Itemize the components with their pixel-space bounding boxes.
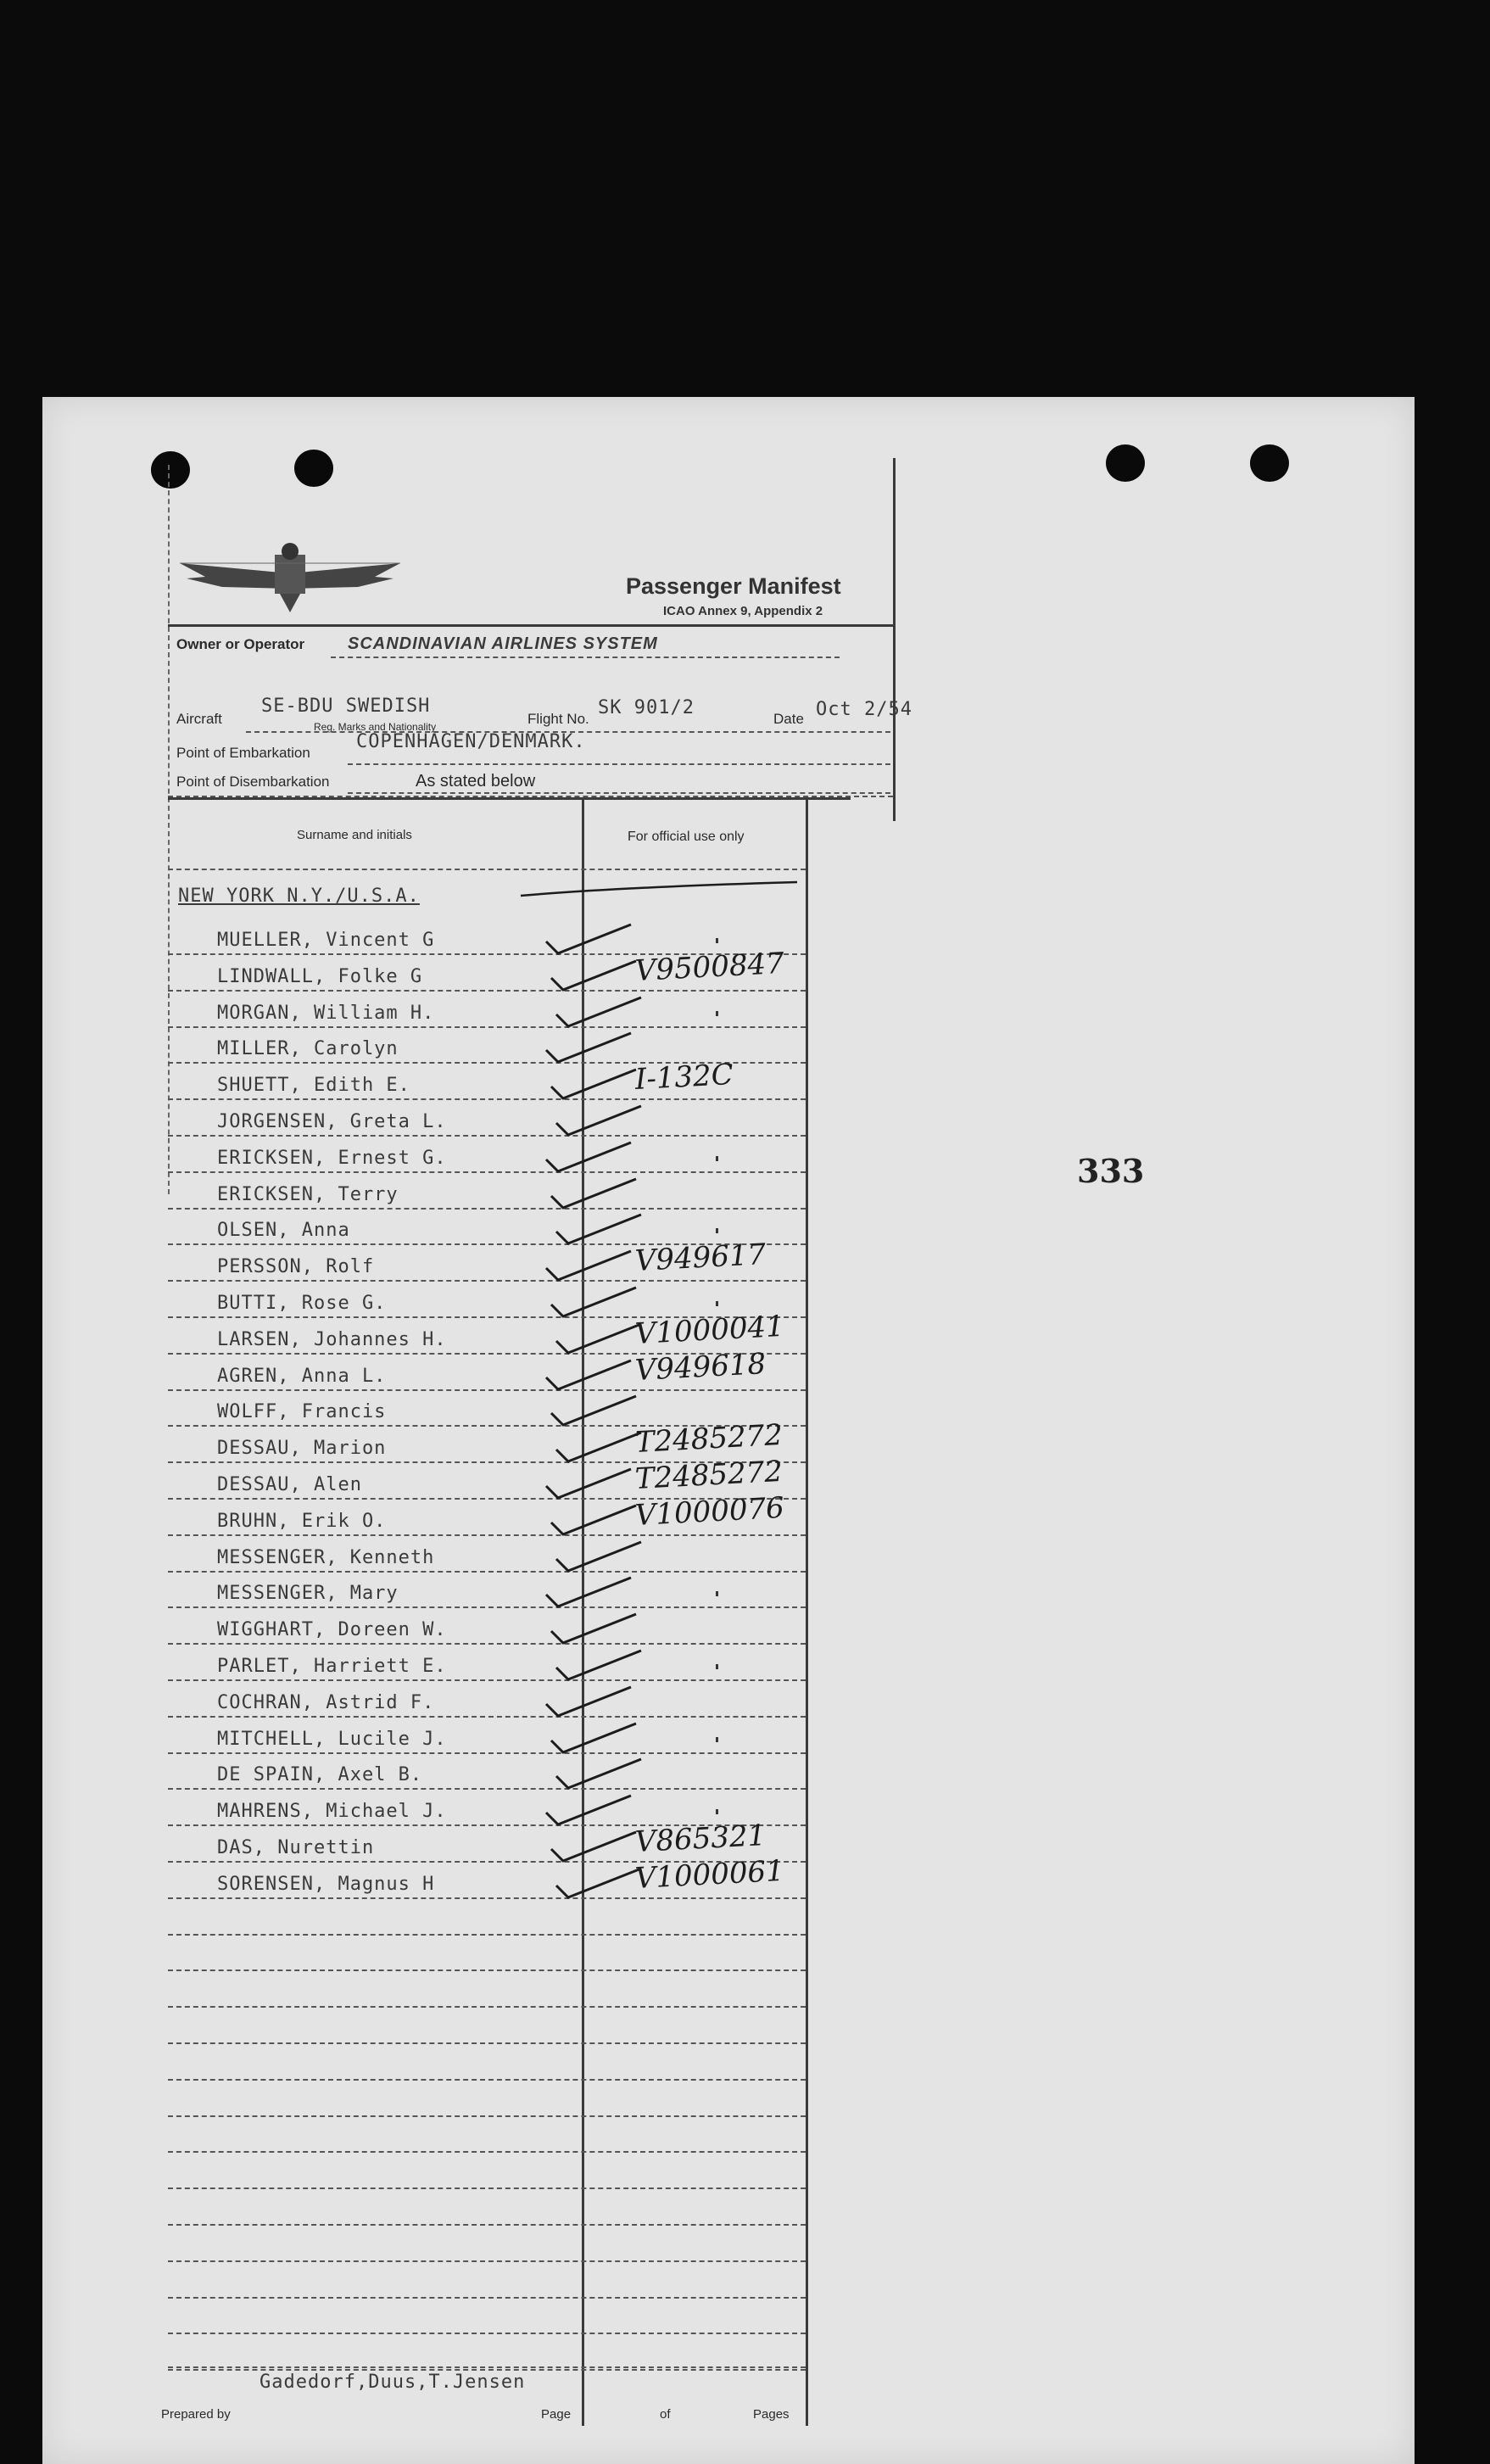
checkmark-icon <box>548 958 641 995</box>
passenger-name: SORENSEN, Magnus H <box>217 1874 435 1895</box>
row-rule <box>168 2006 806 2008</box>
passenger-name: JORGENSEN, Greta L. <box>217 1111 447 1132</box>
checkmark-icon <box>543 1684 636 1721</box>
passenger-name: MUELLER, Vincent G <box>217 930 435 951</box>
row-rule <box>168 1934 806 1936</box>
disembarkation-underline <box>348 792 890 794</box>
pencil-dot <box>716 1301 718 1306</box>
checkmark-icon <box>553 1211 646 1249</box>
aircraft-label: Aircraft <box>176 711 222 727</box>
pencil-dot <box>716 1737 718 1742</box>
passenger-name: WIGGHART, Doreen W. <box>217 1619 447 1640</box>
checkmark-icon <box>553 1539 646 1576</box>
operator-underline <box>331 657 840 658</box>
passport-number: V1000076 <box>633 1490 785 1533</box>
row-rule <box>168 1026 806 1028</box>
aircraft-value: SE-BDU SWEDISH <box>261 696 431 717</box>
passenger-name: LINDWALL, Folke G <box>217 966 423 987</box>
checkmark-icon <box>553 1103 646 1140</box>
row-rule <box>168 1098 806 1100</box>
row-rule <box>168 2151 806 2153</box>
row-rule <box>168 990 806 992</box>
passenger-name: COCHRAN, Astrid F. <box>217 1692 435 1713</box>
row-rule <box>168 1788 806 1790</box>
row-rule <box>168 2224 806 2226</box>
row-rule <box>168 2042 806 2044</box>
checkmark-icon <box>543 1030 636 1067</box>
page-label: Page <box>541 2407 572 2422</box>
checkmark-icon <box>548 1284 641 1321</box>
passenger-name: MORGAN, William H. <box>217 1003 435 1024</box>
flight-label: Flight No. <box>527 711 589 727</box>
checkmark-icon <box>553 1756 646 1793</box>
pencil-dot <box>716 1011 718 1016</box>
passenger-name: MILLER, Carolyn <box>217 1038 399 1059</box>
pencil-dot <box>716 1228 718 1233</box>
row-rule <box>168 1135 806 1137</box>
checkmark-icon <box>548 1502 641 1539</box>
row-rule <box>168 1534 806 1536</box>
pencil-dot <box>716 1591 718 1596</box>
row-rule <box>168 2297 806 2299</box>
passenger-name: MITCHELL, Lucile J. <box>217 1729 447 1750</box>
disembarkation-label: Point of Disembarkation <box>176 774 330 790</box>
row-rule <box>168 1171 806 1173</box>
row-rule <box>168 1606 806 1608</box>
passport-number: T2485272 <box>633 1454 784 1496</box>
prepared-by-label: Prepared by <box>161 2407 231 2422</box>
checkmark-icon <box>548 1829 641 1866</box>
passenger-name: DESSAU, Alen <box>217 1474 362 1495</box>
prepared-by-value: Gadedorf,Duus,T.Jensen <box>259 2372 526 2393</box>
passenger-name: OLSEN, Anna <box>217 1220 350 1241</box>
row-rule <box>168 1716 806 1718</box>
passenger-name: ERICKSEN, Terry <box>217 1184 399 1205</box>
checkmark-icon <box>543 1139 636 1176</box>
operator-label: Owner or Operator <box>176 636 305 652</box>
passenger-name: PARLET, Harriett E. <box>217 1656 447 1677</box>
checkmark-icon <box>548 1176 641 1213</box>
checkmark-icon <box>548 1393 641 1430</box>
passenger-name: LARSEN, Johannes H. <box>217 1329 447 1350</box>
row-rule <box>168 2369 806 2371</box>
date-label: Date <box>773 711 804 727</box>
embarkation-underline <box>348 763 890 765</box>
checkmark-icon <box>543 1357 636 1394</box>
date-value: Oct 2/54 <box>816 699 912 720</box>
punch-hole <box>1250 444 1289 482</box>
passenger-name: MESSENGER, Mary <box>217 1583 399 1604</box>
destination-check-stroke <box>517 877 806 902</box>
passport-number: V1000041 <box>633 1309 785 1351</box>
row-rule <box>168 1679 806 1681</box>
row-rule <box>168 1897 806 1899</box>
passport-number: T2485272 <box>633 1417 784 1460</box>
embarkation-label: Point of Embarkation <box>176 745 310 761</box>
pages-label: Pages <box>753 2407 790 2422</box>
passenger-name: BUTTI, Rose G. <box>217 1293 387 1314</box>
row-rule <box>168 1752 806 1754</box>
passport-number: V949618 <box>633 1346 767 1388</box>
passenger-name: DE SPAIN, Axel B. <box>217 1764 423 1785</box>
passport-number: I-132C <box>633 1057 734 1097</box>
form-border <box>168 797 851 800</box>
row-rule <box>168 2187 806 2189</box>
checkmark-icon <box>553 1647 646 1685</box>
form-border <box>168 624 893 627</box>
of-label: of <box>660 2407 671 2422</box>
checkmark-icon <box>543 1248 636 1285</box>
column-divider <box>806 797 808 2426</box>
page-number-stamp: 333 <box>1077 1152 1145 1190</box>
passenger-name: MESSENGER, Kenneth <box>217 1547 435 1568</box>
row-rule <box>168 2079 806 2081</box>
passenger-name: DESSAU, Marion <box>217 1438 387 1459</box>
form-border <box>893 458 896 821</box>
checkmark-icon <box>548 1066 641 1103</box>
passport-number: V1000061 <box>633 1853 785 1896</box>
manifest-title: Passenger Manifest <box>626 573 841 599</box>
row-rule <box>168 2260 806 2262</box>
passenger-name: ERICKSEN, Ernest G. <box>217 1148 447 1169</box>
checkmark-icon <box>553 1865 646 1902</box>
header-bottom-rule <box>168 869 806 870</box>
checkmark-icon <box>553 1321 646 1358</box>
row-rule <box>168 1280 806 1282</box>
checkmark-icon <box>543 1574 636 1612</box>
checkmark-icon <box>548 1720 641 1757</box>
checkmark-icon <box>553 994 646 1031</box>
row-rule <box>168 2333 806 2334</box>
passenger-name: DAS, Nurettin <box>217 1837 375 1858</box>
punch-hole <box>294 450 333 487</box>
aircraft-note: Reg. Marks and Nationality <box>314 721 437 733</box>
punch-hole <box>151 451 190 489</box>
row-rule <box>168 1643 806 1645</box>
disembarkation-value: As stated below <box>416 772 536 791</box>
passport-number: V949617 <box>633 1237 767 1278</box>
checkmark-icon <box>543 1466 636 1503</box>
pencil-dot <box>716 938 718 943</box>
passenger-name: BRUHN, Erik O. <box>217 1511 387 1532</box>
row-rule <box>168 1970 806 1971</box>
manifest-page <box>42 397 1415 2464</box>
column-header-official: For official use only <box>628 830 745 844</box>
passenger-name: PERSSON, Rolf <box>217 1256 375 1277</box>
checkmark-icon <box>553 1429 646 1467</box>
row-rule <box>168 1571 806 1573</box>
pencil-dot <box>716 1809 718 1814</box>
manifest-subtitle: ICAO Annex 9, Appendix 2 <box>663 604 823 618</box>
row-rule <box>168 1389 806 1391</box>
destination-heading: NEW YORK N.Y./U.S.A. <box>178 886 420 907</box>
embarkation-value: COPENHAGEN/DENMARK. <box>356 731 586 752</box>
row-rule <box>168 2115 806 2117</box>
form-border <box>168 465 170 1194</box>
pencil-dot <box>716 1156 718 1161</box>
passenger-name: AGREN, Anna L. <box>217 1366 387 1387</box>
pencil-dot <box>716 1664 718 1669</box>
footer-rule <box>168 2366 806 2368</box>
airline-wings-logo <box>171 539 409 616</box>
checkmark-icon <box>548 1611 641 1648</box>
punch-hole <box>1106 444 1145 482</box>
column-header-surname: Surname and initials <box>297 828 412 842</box>
passport-number: V9500847 <box>633 946 785 988</box>
passenger-name: WOLFF, Francis <box>217 1401 387 1422</box>
passenger-name: MAHRENS, Michael J. <box>217 1801 447 1822</box>
checkmark-icon <box>543 1792 636 1830</box>
passenger-name: SHUETT, Edith E. <box>217 1075 410 1096</box>
flight-value: SK 901/2 <box>598 697 695 718</box>
passport-number: V865321 <box>633 1818 767 1859</box>
row-rule <box>168 1208 806 1210</box>
operator-value: SCANDINAVIAN AIRLINES SYSTEM <box>348 634 658 653</box>
checkmark-icon <box>543 921 636 958</box>
